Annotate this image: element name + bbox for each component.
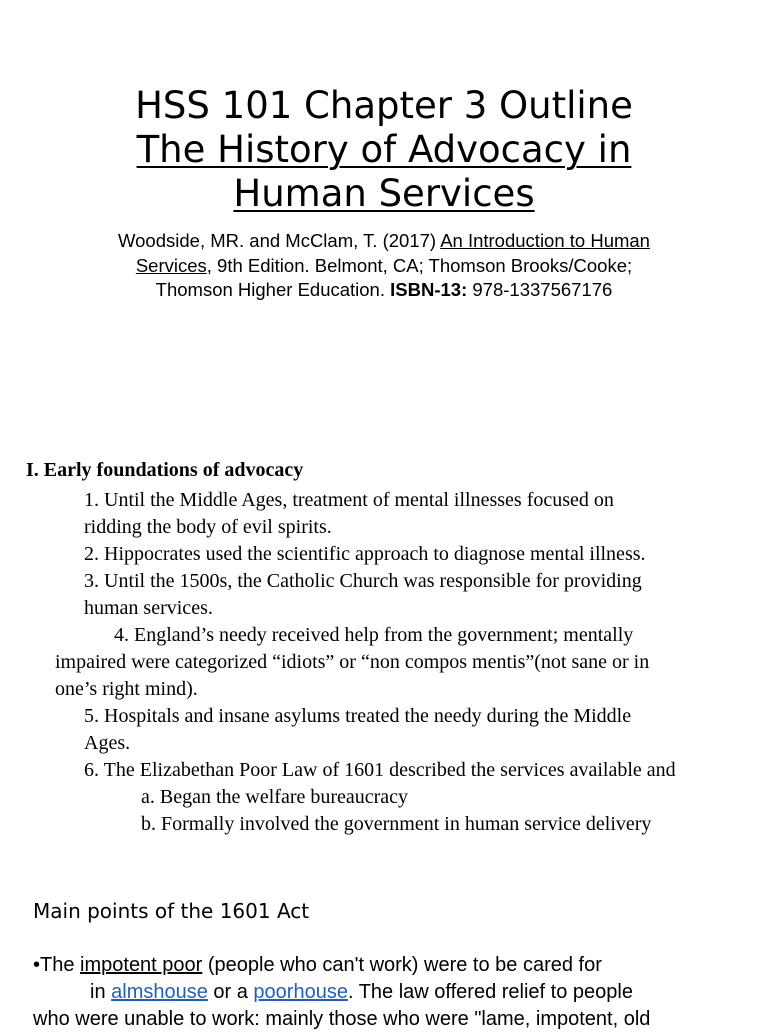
title-line-3: Human Services xyxy=(233,172,535,215)
outline-item: Ages. xyxy=(84,732,131,754)
citation-publisher: , 9th Edition. Belmont, CA; Thomson Brooks/Cooke; Thomson Higher Education. xyxy=(155,254,633,300)
outline-item: 2. Hippocrates used the scientific approach to diagnose mental illness. xyxy=(84,543,646,565)
outline-item: ridding the body of evil spirits. xyxy=(84,516,332,538)
citation-authors: Woodside, MR. and McClam, T. (2017) xyxy=(118,230,441,251)
citation-book-title: An Introduction to Human Services xyxy=(135,230,650,276)
almshouse-link[interactable]: almshouse xyxy=(111,981,208,1003)
main-points-heading: Main points of the 1601 Act xyxy=(33,899,310,923)
outline-item: human services. xyxy=(84,597,213,619)
outline-item: 4. England’s needy received help from the government; mentally xyxy=(114,624,634,646)
outline-item: 1. Until the Middle Ages, treatment of mental illnesses focused on xyxy=(84,489,614,511)
document-title xyxy=(0,84,768,216)
main-points-line-3: who were unable to work: mainly those who were "lame, impotent, old xyxy=(33,1008,651,1030)
poorhouse-link[interactable]: poorhouse xyxy=(253,981,348,1003)
outline-item: 5. Hospitals and insane asylums treated the needy during the Middle xyxy=(84,705,632,727)
impotent-poor-term: impotent poor xyxy=(80,954,203,976)
outline-heading: I. Early foundations of advocacy xyxy=(26,459,304,481)
outline-item: one’s right mind). xyxy=(55,678,198,700)
outline-item: impaired were categorized “idiots” or “non compos mentis”(not sane or in xyxy=(55,651,650,673)
main-points-text: in xyxy=(90,981,112,1003)
main-points-text: . The law offered relief to people xyxy=(347,981,633,1003)
bullet: •The xyxy=(33,954,81,976)
outline-subitem: a. Began the welfare bureaucracy xyxy=(141,786,409,808)
main-points-line-2 xyxy=(90,979,633,1006)
main-points-text: or a xyxy=(207,981,254,1003)
isbn-label: ISBN-13: xyxy=(390,279,468,300)
main-points-line-1 xyxy=(33,952,602,979)
outline-subitem: b. Formally involved the government in human service delivery xyxy=(141,813,652,835)
outline-item: 6. The Elizabethan Poor Law of 1601 described the services available and xyxy=(84,759,676,781)
title-line-2: The History of Advocacy in xyxy=(136,128,632,171)
title-line-1: HSS 101 Chapter 3 Outline xyxy=(135,84,633,127)
outline-item: 3. Until the 1500s, the Catholic Church was responsible for providing xyxy=(84,570,642,592)
main-points-text: (people who can't work) were to be cared for xyxy=(202,954,602,976)
citation xyxy=(112,229,656,303)
isbn-value: 978-1337567176 xyxy=(467,279,613,300)
